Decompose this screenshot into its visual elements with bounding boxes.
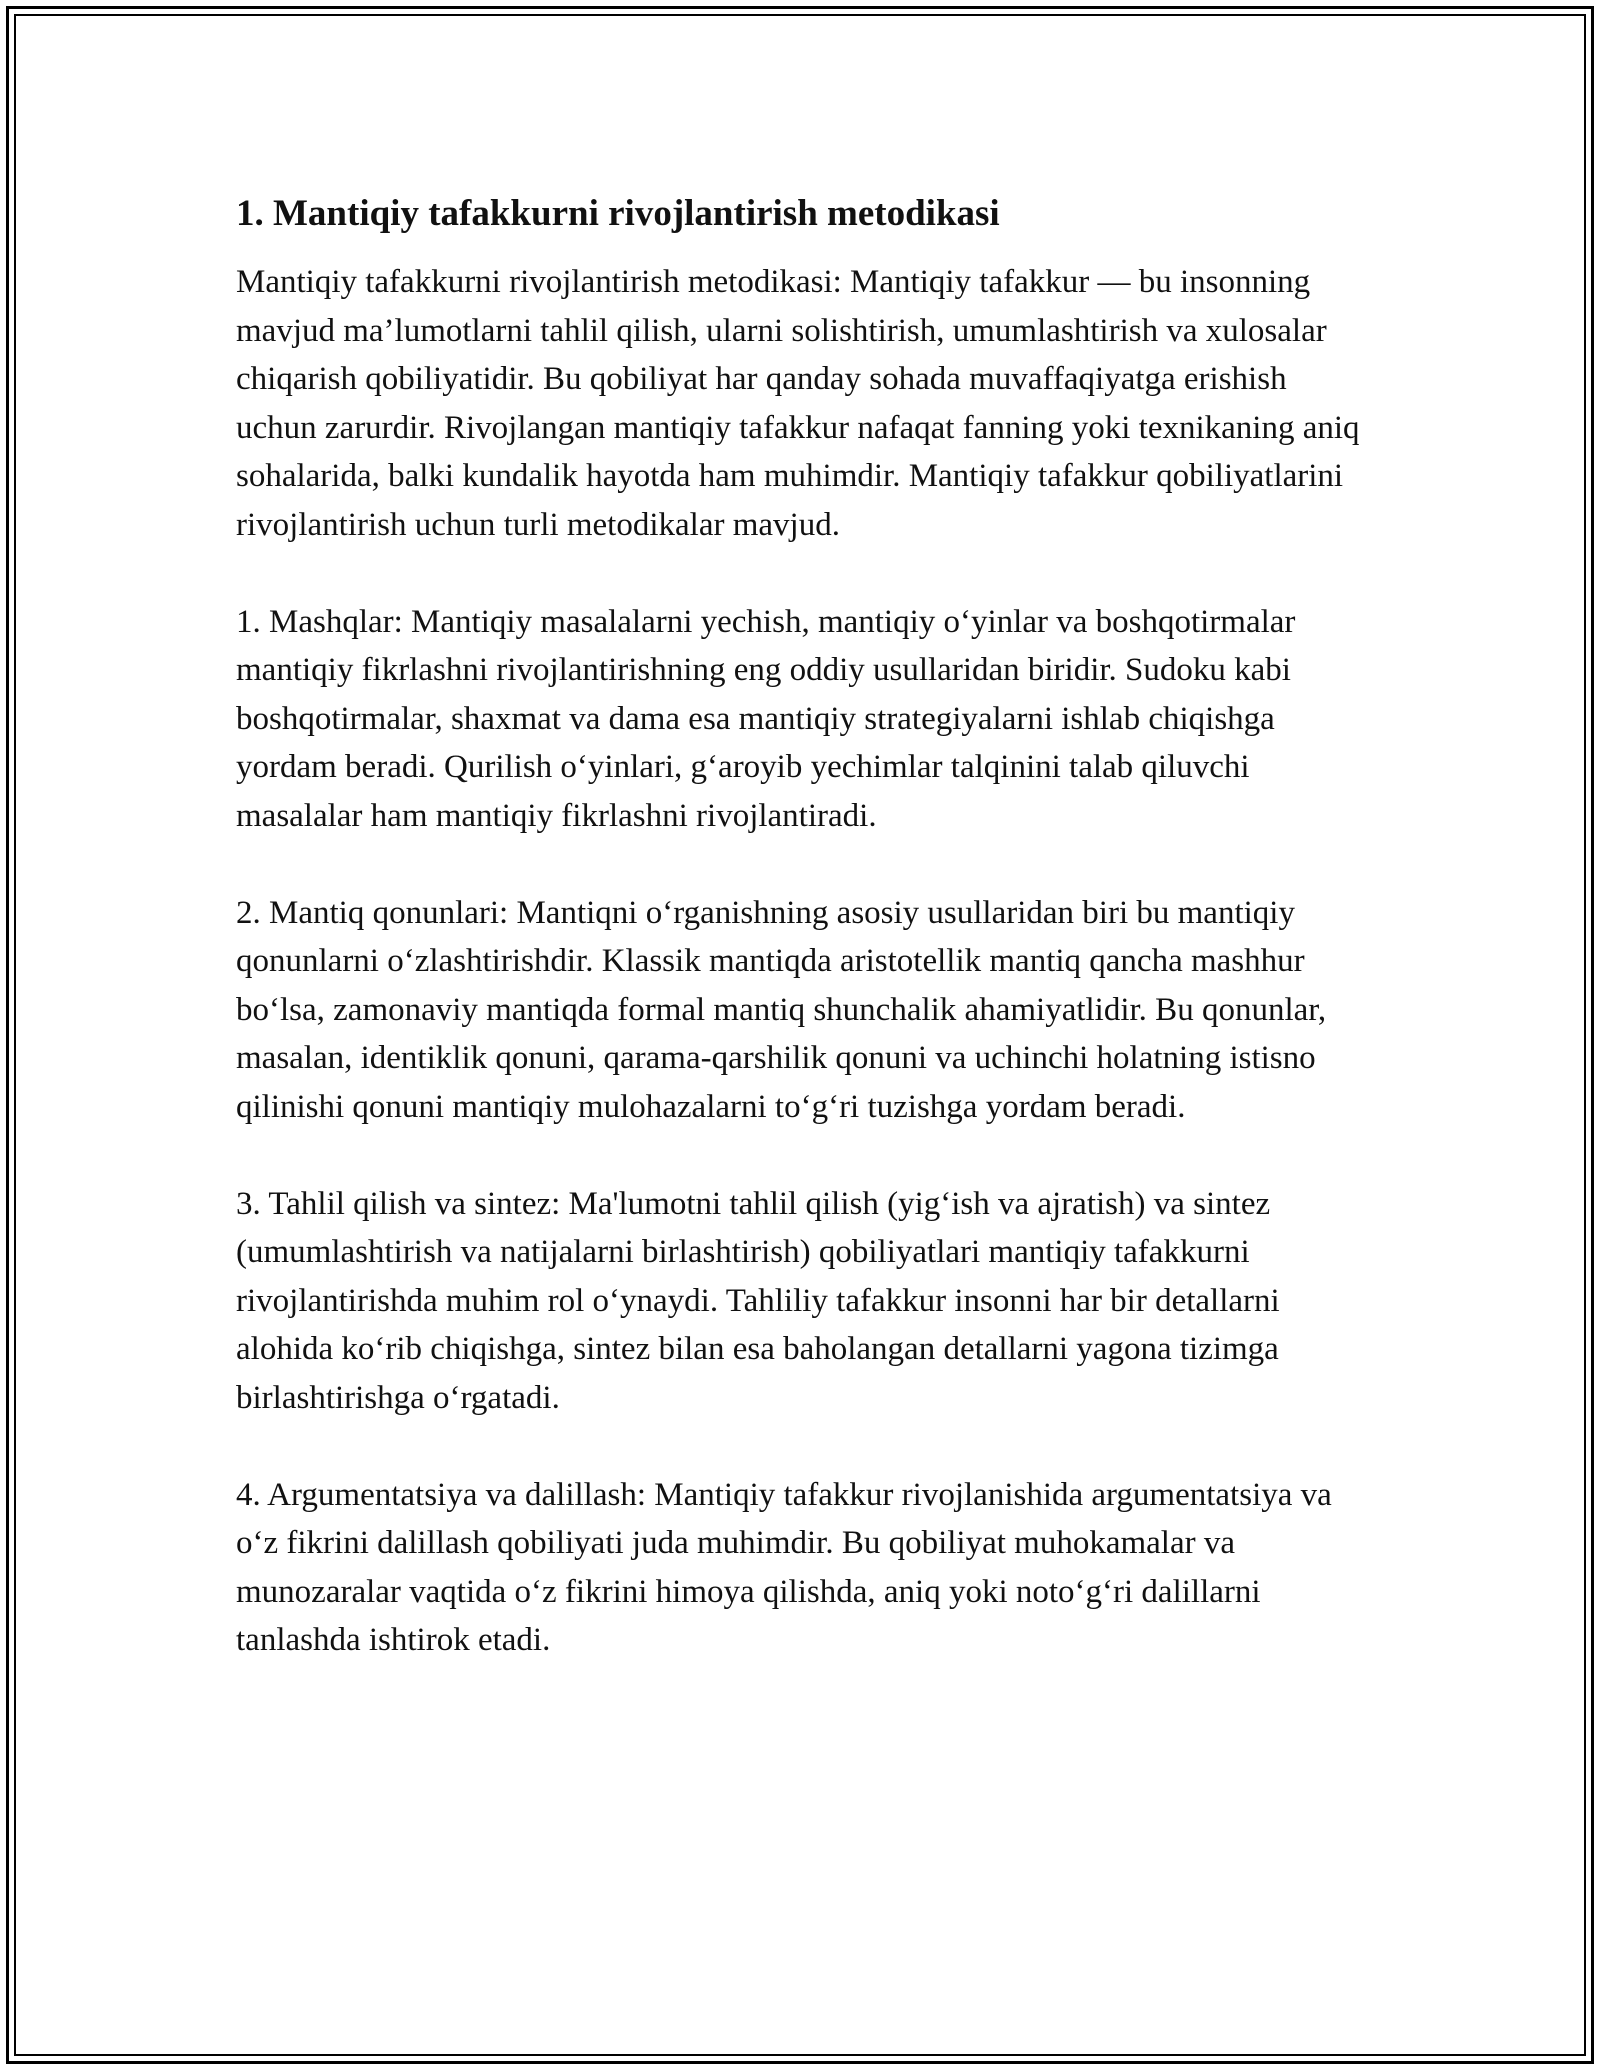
document-title: 1. Mantiqiy tafakkurni rivojlantirish metodikasi xyxy=(236,193,1000,234)
paragraph-argumentation: 4. Argumentatsiya va dalillash: Mantiqiy tafakkur rivojlanishida argumentatsiya va o‘z fikrini dalillash qobiliyati juda muhimdir. Bu qobiliyat muhokamalar va munozaralar vaqtida o‘z fikrini himoya qilishda, aniq yoki noto‘g‘ri dalillarni tanlashda ishtirok etadi. xyxy=(236,1476,1332,1658)
paragraph-analysis-synthesis: 3. Tahlil qilish va sintez: Ma'lumotni tahlil qilish (yig‘ish va ajratish) va sintez (umumlashtirish va natijalarni birlashtirish) qobiliyatlari mantiqiy tafakkurni rivojlantirishda muhim rol o‘ynaydi. Tahliliy tafakkur insonni har bir detallarni alohida ko‘rib chiqishga, sintez bilan esa baholangan detallarni yagona tizimga birlashtirishga o‘rgatadi. xyxy=(236,1185,1280,1416)
paragraph-logic-laws: 2. Mantiq qonunlari: Mantiqni o‘rganishning asosiy usullaridan biri bu mantiqiy qonunlarni o‘zlashtirishdir. Klassik mantiqda aristotellik mantiq qancha mashhur bo‘lsa, zamonaviy mantiqda formal mantiq shunchalik ahamiyatlidir. Bu qonunlar, masalan, identiklik qonuni, qarama-qarshilik qonuni va uchinchi holatning istisno qilinishi qonuni mantiqiy mulohazalarni to‘g‘ri tuzishga yordam beradi. xyxy=(236,894,1327,1125)
document-body xyxy=(236,190,1366,1713)
paragraph-exercises: 1. Mashqlar: Mantiqiy masalalarni yechish, mantiqiy o‘yinlar va boshqotirmalar mantiqiy fikrlashni rivojlantirishning eng oddiy usullaridan biridir. Sudoku kabi boshqotirmalar, shaxmat va dama esa mantiqiy strategiyalarni ishlab chiqishga yordam beradi. Qurilish o‘yinlari, g‘aroyib yechimlar talqinini talab qiluvchi masalalar ham mantiqiy fikrlashni rivojlantiradi. xyxy=(236,603,1296,834)
paragraph-intro: Mantiqiy tafakkurni rivojlantirish metodikasi: Mantiqiy tafakkur — bu insonning mavjud ma’lumotlarni tahlil qilish, ularni solishtirish, umumlashtirish va xulosalar chiqarish qobiliyatidir. Bu qobiliyat har qanday sohada muvaffaqiyatga erishish uchun zarurdir. Rivojlangan mantiqiy tafakkur nafaqat fanning yoki texnikaning aniq sohalarida, balki kundalik hayotda ham muhimdir. Mantiqiy tafakkur qobiliyatlarini rivojlantirish uchun turli metodikalar mavjud. xyxy=(236,264,1360,543)
